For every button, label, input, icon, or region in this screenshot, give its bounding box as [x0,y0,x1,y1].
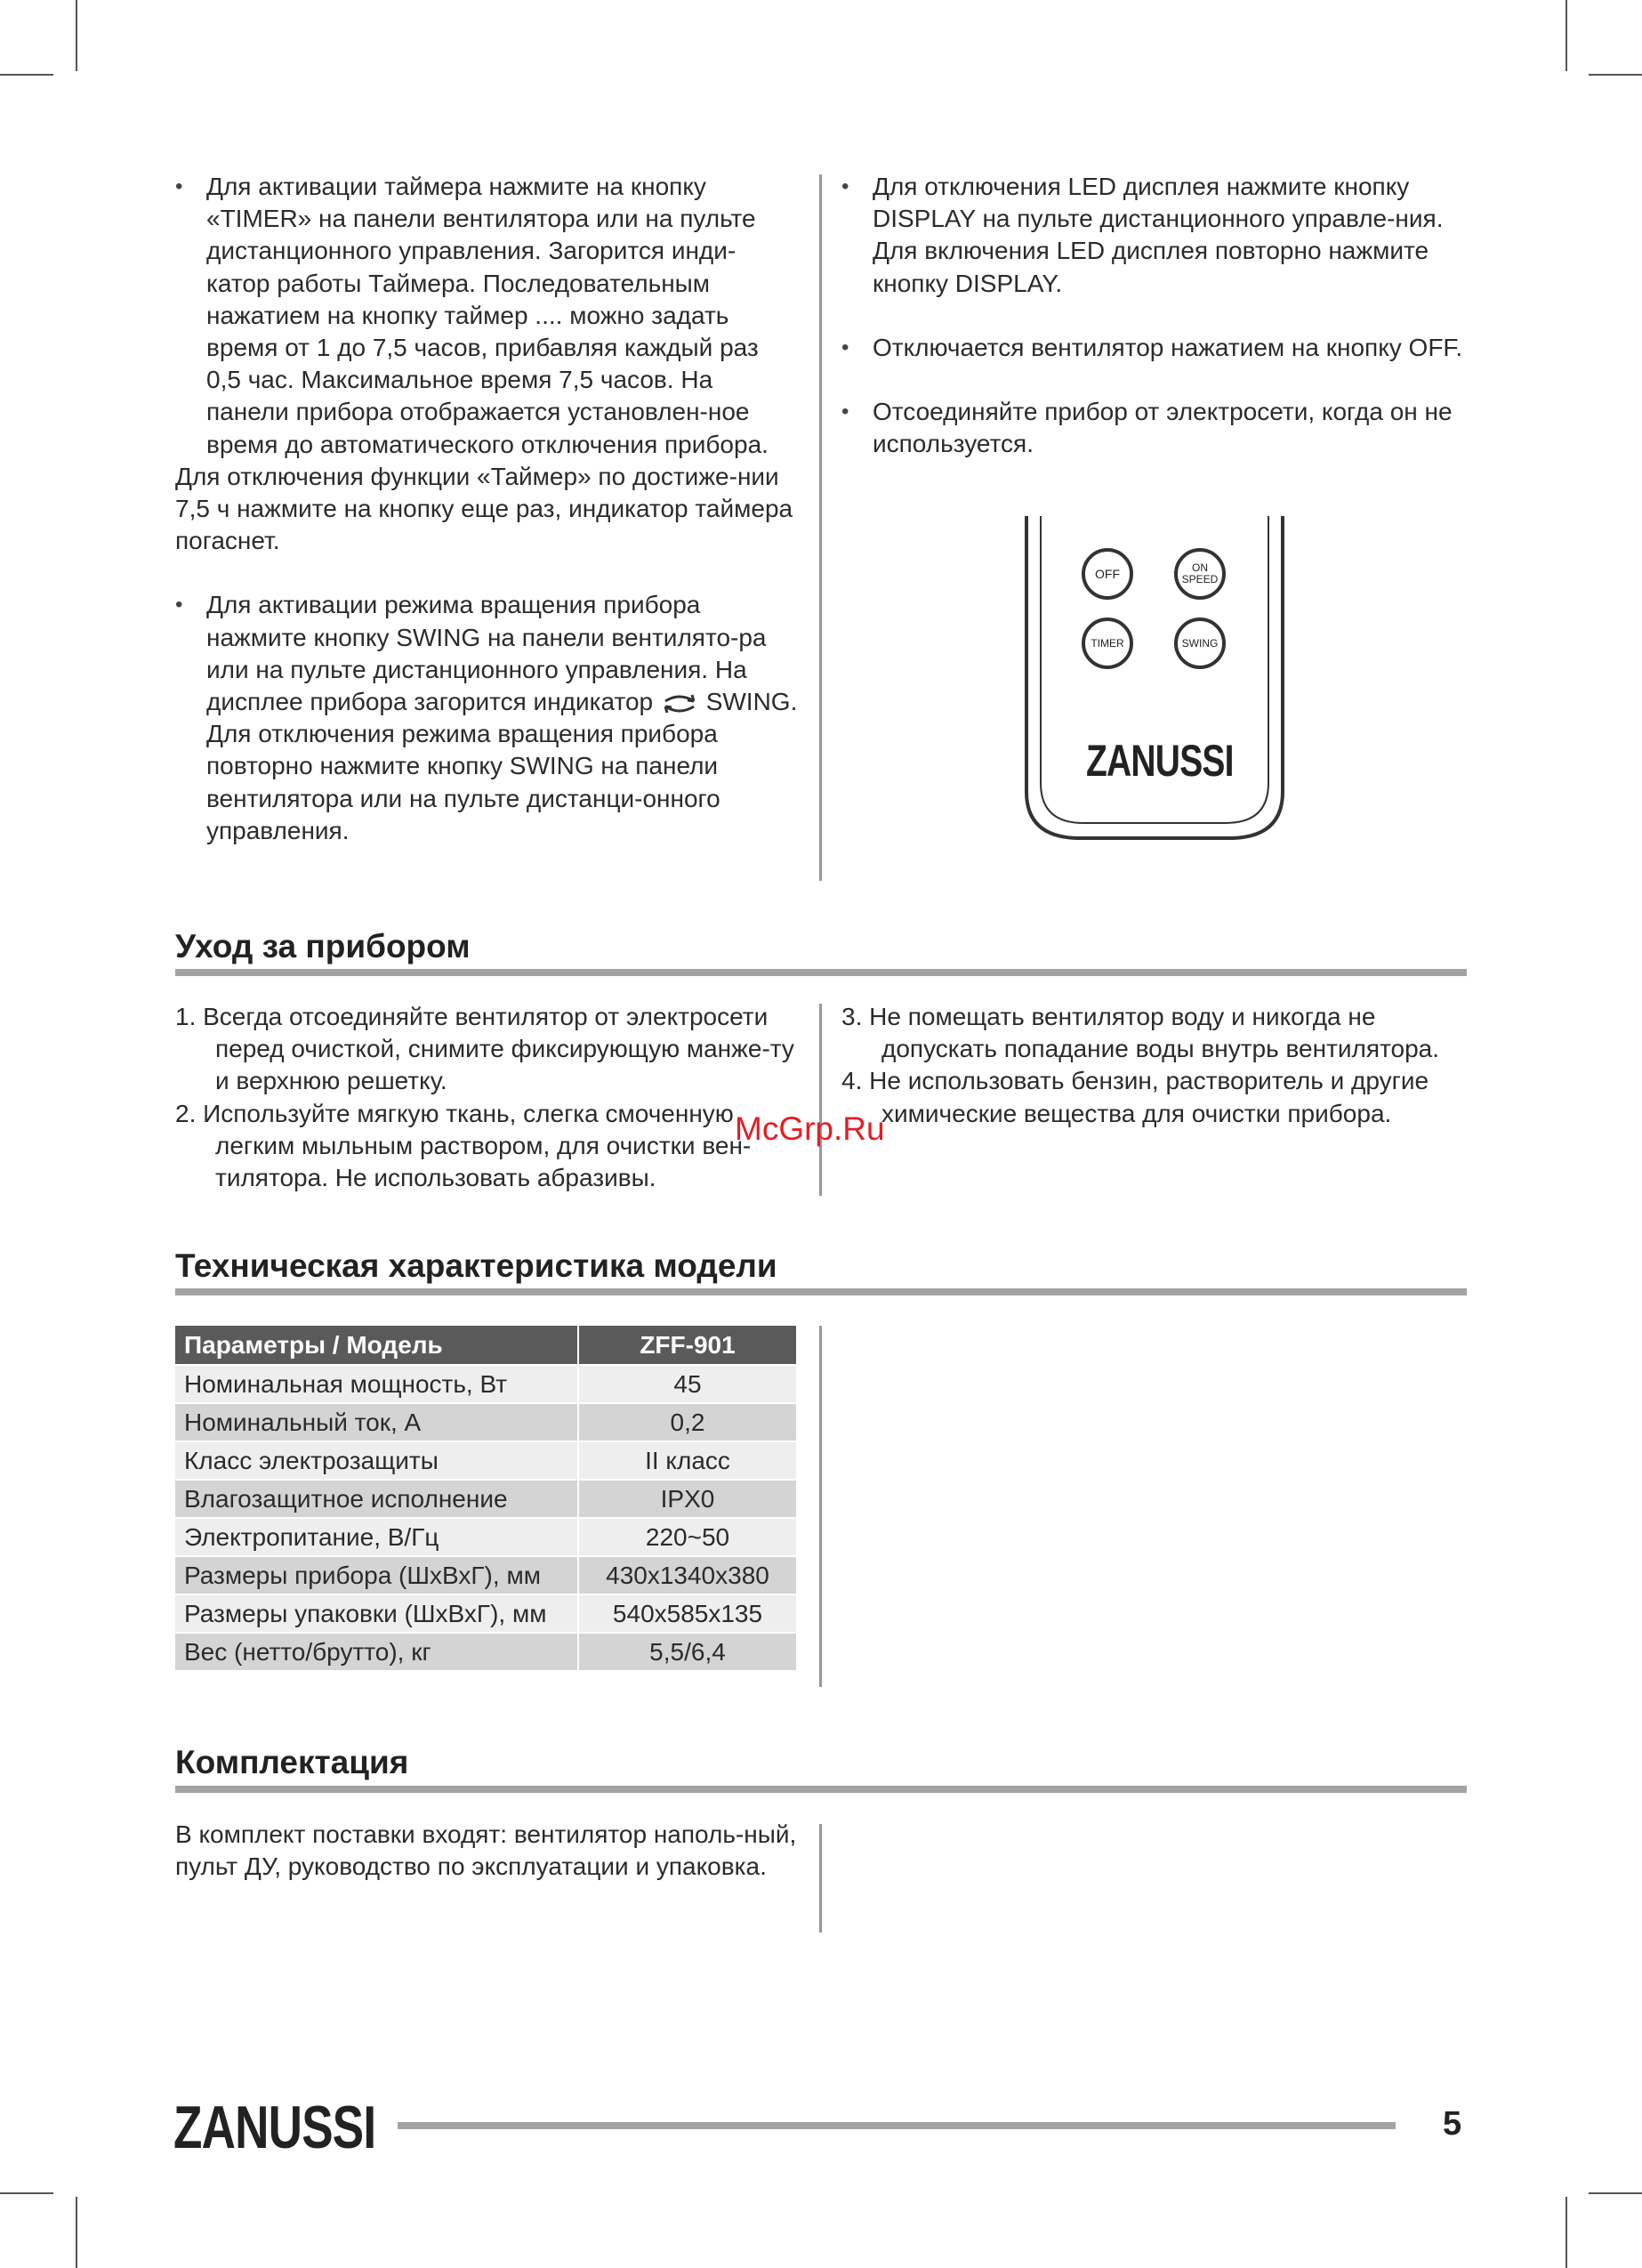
timer-bullet: • Для активации таймера нажмите на кнопку «TIMER» на панели вентилятора или на пульте дистанционного управления. Загорится инди-катор работы Таймера. Последовательным нажатием на кнопку таймер .... можно задать время от 1 до 7,5 часов, прибавляя каждый раз 0,5 час. Максимальное время 7,5 часов. На панели прибора отображается установлен-ное время до автоматического отключения прибора. [175,171,798,461]
table-row [174,1556,797,1594]
column-divider [819,1326,822,1687]
spec-value: 0,2 [578,1403,797,1441]
column-divider [819,1004,822,1196]
care-left-column [175,1001,798,1194]
crop-mark [1566,0,1567,71]
crop-mark [0,2192,53,2194]
care-heading-rule [175,969,1467,976]
care-right-column [841,1001,1469,1130]
crop-mark [76,0,77,71]
crop-mark [1566,2197,1567,2268]
page-number: 5 [1443,2105,1462,2143]
spec-param: Электропитание, В/Гц [174,1518,578,1556]
remote-outline [1023,516,1286,842]
spec-param: Размеры упаковки (ШхВхГ), мм [174,1594,578,1633]
swing-text-a: Для активации режима вращения прибора нажмите кнопку SWING на панели вентилято-ра или на пульте дистанционного управления. На дисплее прибора загорится индикатор [206,591,767,716]
swing-text-b: SWING. Для отключения режима вращения прибора повторно нажмите кнопку SWING на панели вентилятора или на пульте дистанци-онного управления. [206,688,798,844]
spec-value: 430х1340х380 [578,1556,797,1594]
column-divider [819,1824,822,1933]
care-item-3: 3. Не помещать вентилятор воду и никогда не допускать попадание воды внутрь вентилятора. [841,1003,1440,1063]
specs-heading-rule [175,1288,1467,1295]
kit-heading-rule [175,1786,1467,1793]
unplug-bullet: • Отсоединяйте прибор от электросети, когда он не используется. [841,396,1469,460]
specs-col-model: ZFF-901 [578,1325,797,1365]
care-item-2: 2. Используйте мягкую ткань, слегка смоченную легким мыльным раствором, для очистки вен-тилятора. Не использовать абразивы. [175,1099,752,1192]
remote-brand-logo: ZANUSSI [1086,736,1234,786]
spec-value: 45 [578,1365,797,1403]
swing-rotate-icon [660,690,699,717]
spec-param: Влагозащитное исполнение [174,1480,578,1518]
care-item-1: 1. Всегда отсоединяйте вентилятор от электросети перед очисткой, снимите фиксирующую манже-ту и верхнюю решетку. [175,1003,794,1095]
swing-bullet [175,589,798,847]
remote-swing-button: SWING [1174,617,1226,669]
timer-off-text: Для отключения функции «Таймер» по достиже-нии 7,5 ч нажмите на кнопку еще раз, индикатор таймера погаснет. [175,462,793,555]
specs-table [173,1324,798,1672]
specs-table-header [174,1325,797,1365]
kit-text: В комплект поставки входят: вентилятор наполь-ный, пульт ДУ, руководство по эксплуатации и упаковка. [175,1820,797,1881]
remote-timer-button: TIMER [1082,617,1133,669]
spec-param: Класс электрозащиты [174,1441,578,1480]
off-bullet: • Отключается вентилятор нажатием на кнопку OFF. [841,332,1469,364]
remote-control-illustration [1023,516,1286,842]
spec-param: Размеры прибора (ШхВхГ), мм [174,1556,578,1594]
right-column-top [841,171,1469,460]
kit-heading: Комплектация [175,1744,409,1780]
display-bullet: • Для отключения LED дисплея нажмите кнопку DISPLAY на пульте дистанционного управле-ния. Для включения LED дисплея повторно нажмите кнопку DISPLAY. [841,171,1469,300]
spec-value: 220~50 [578,1518,797,1556]
table-row [174,1518,797,1556]
care-heading: Уход за прибором [175,928,471,965]
footer-rule [398,2122,1396,2129]
column-divider [819,174,822,881]
crop-mark [1589,74,1642,76]
spec-value: 5,5/6,4 [578,1633,797,1671]
spec-param: Вес (нетто/брутто), кг [174,1633,578,1671]
table-row [174,1441,797,1480]
specs-heading: Техническая характеристика модели [175,1247,777,1284]
remote-off-button: OFF [1082,548,1133,600]
table-row [174,1633,797,1671]
spec-value: IPX0 [578,1480,797,1518]
spec-param: Номинальный ток, А [174,1403,578,1441]
table-row [174,1403,797,1441]
spec-param: Номинальная мощность, Вт [174,1365,578,1403]
footer-brand-logo: ZANUSSI [173,2094,376,2161]
table-row [174,1594,797,1633]
left-column-top [175,171,798,847]
crop-mark [76,2197,77,2268]
remote-on-speed-button: ON SPEED [1174,548,1226,600]
table-row [174,1365,797,1403]
watermark: McGrp.Ru [735,1110,885,1147]
care-item-4: 4. Не использовать бензин, растворитель и другие химические вещества для очистки прибора. [841,1067,1429,1127]
specs-col-param: Параметры / Модель [174,1325,578,1365]
table-row [174,1480,797,1518]
kit-column [175,1819,798,1883]
spec-value: II класс [578,1441,797,1480]
crop-mark [1589,2192,1642,2194]
spec-value: 540х585х135 [578,1594,797,1633]
crop-mark [0,74,53,76]
